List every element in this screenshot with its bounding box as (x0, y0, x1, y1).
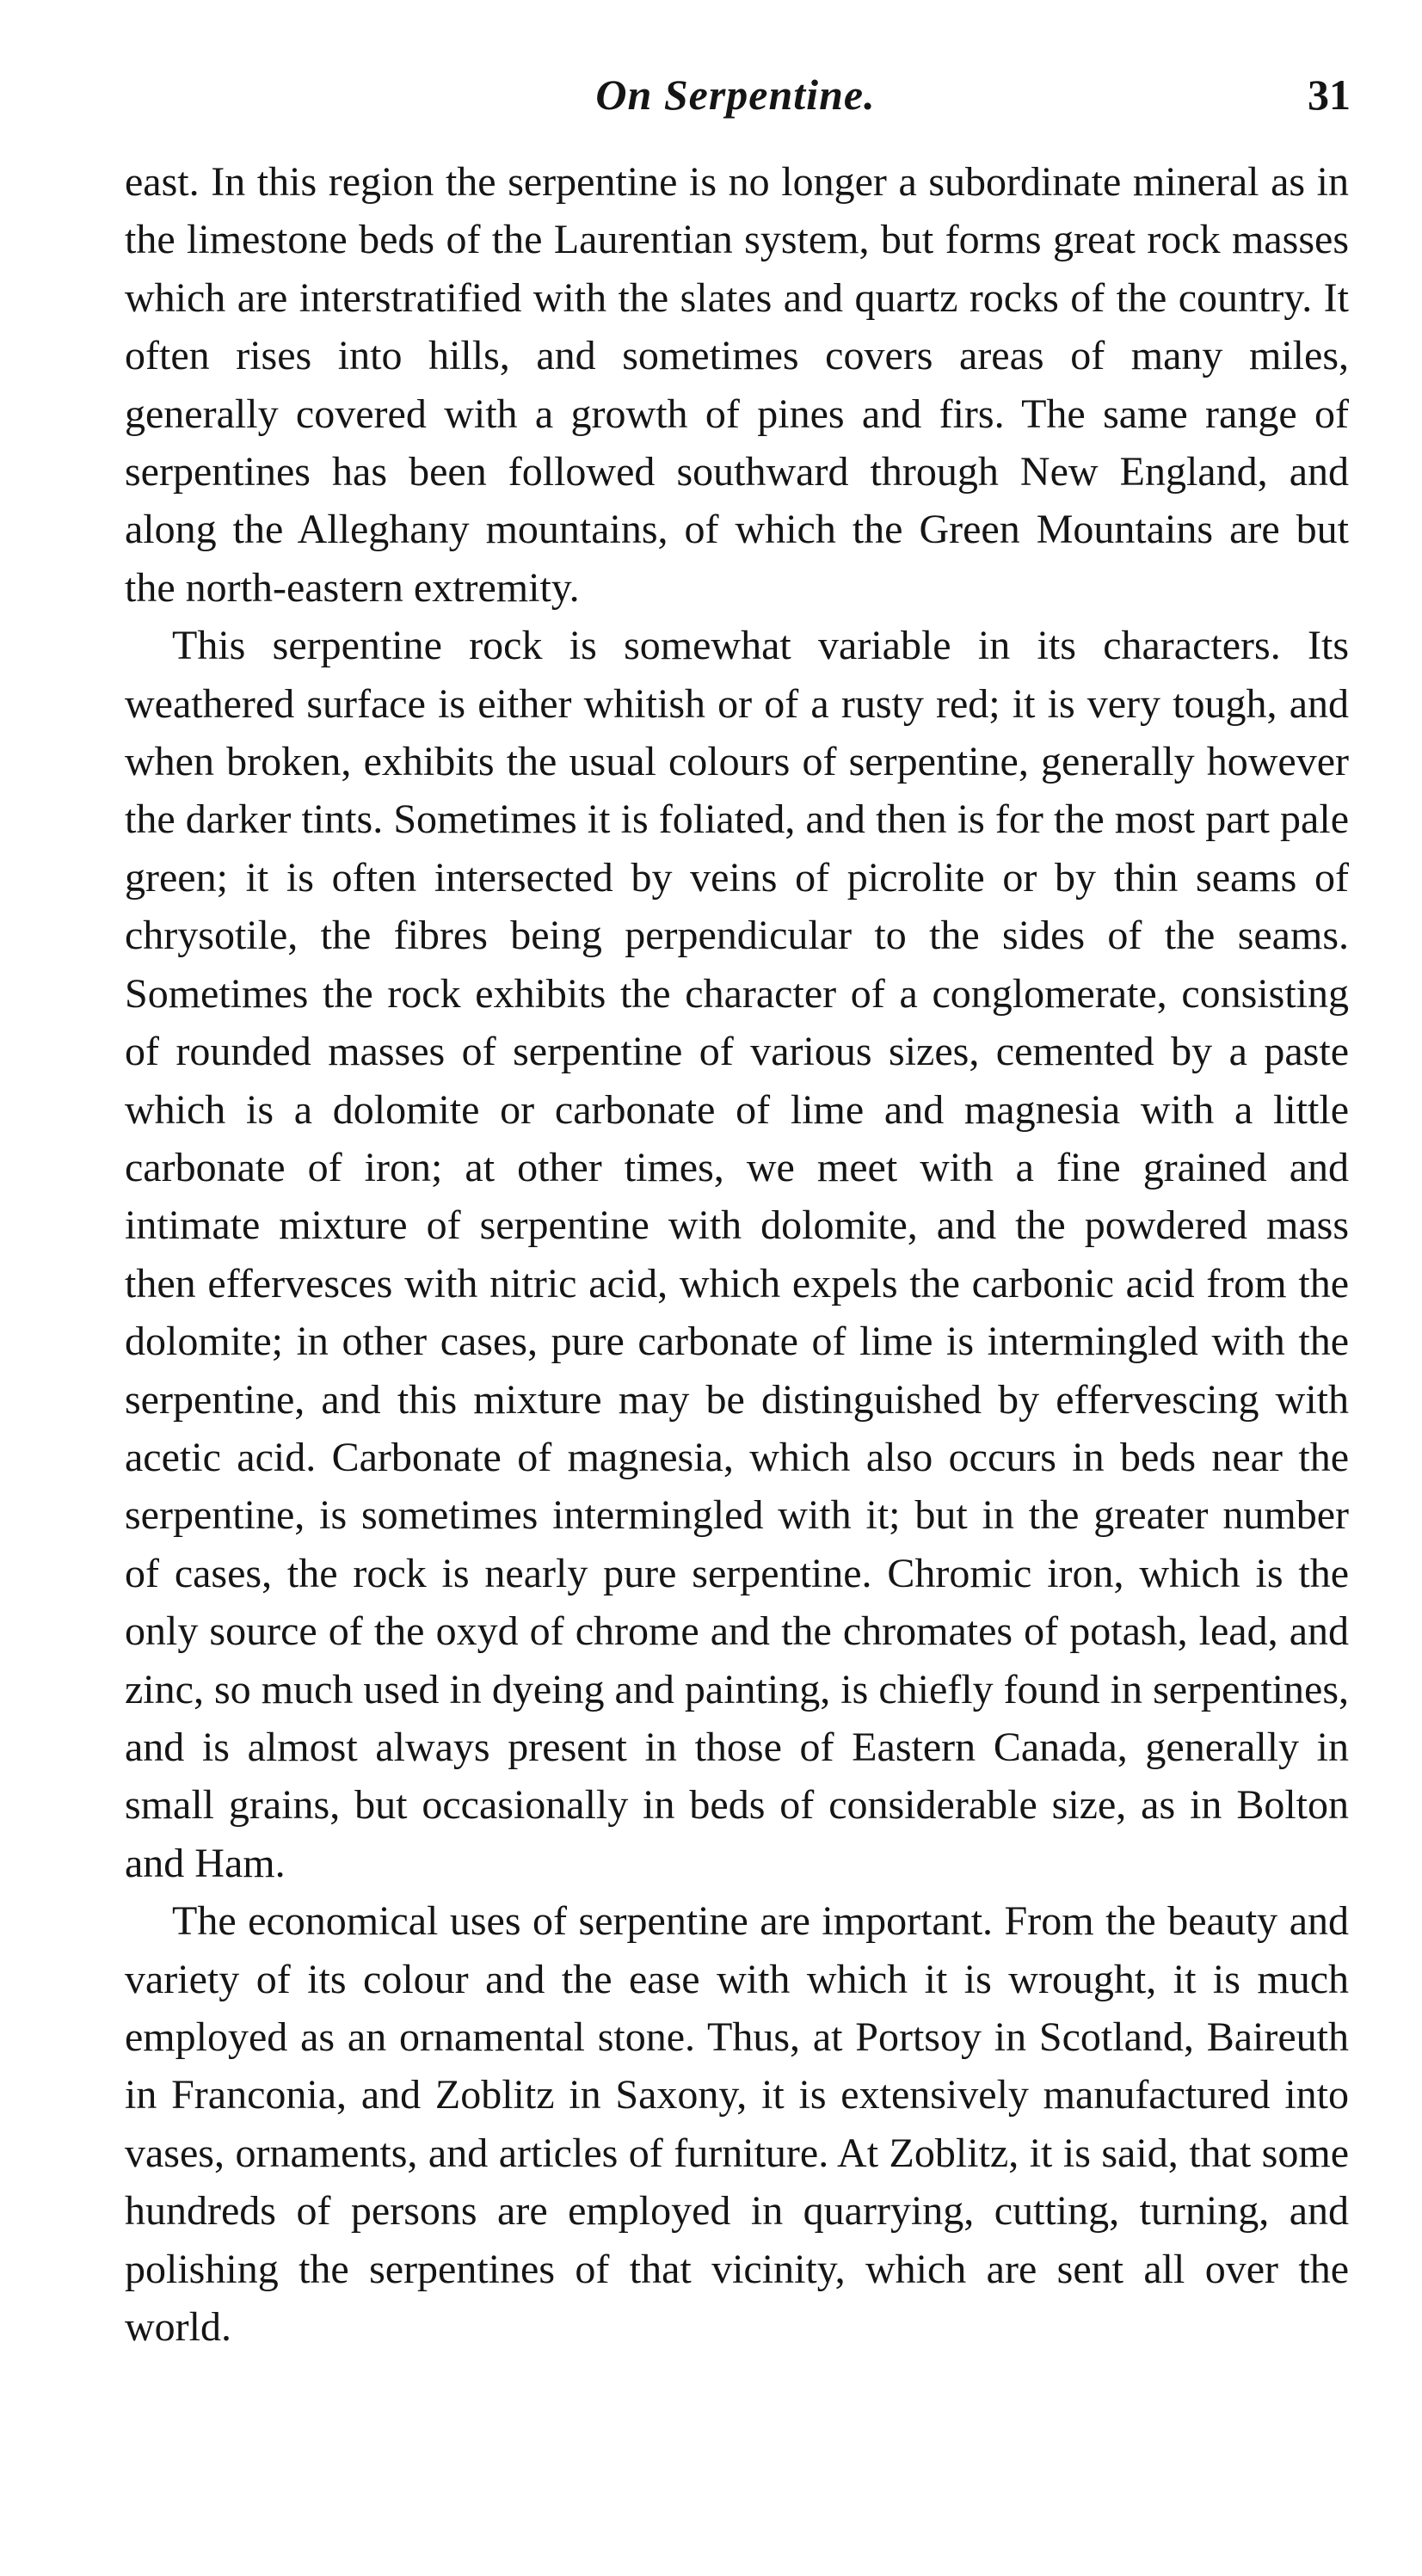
paragraph-continuation: east. In this region the serpentine is no longer a subordinate mineral as in the limestone beds of the Laurentian system, but forms great rock masses which are interstratified with the slates and quartz rocks of the country. It often rises into hills, and sometimes covers areas of many miles, generally covered with a growth of pines and firs. The same range of serpentines has been followed southward through New England, and along the Alleghany mountains, of which the Green Mountains are but the north-eastern extremity. (125, 159, 1349, 611)
page-title: On Serpentine. (595, 71, 876, 119)
running-head (120, 60, 1351, 129)
paragraph-rock-characters: This serpentine rock is somewhat variable in its characters. Its weathered surface is either whitish or of a rusty red; it is very tough, and when broken, exhibits the usual colours of serpentine, generally however the darker tints. Sometimes it is foliated, and then is for the most part pale green; it is often intersected by veins of picrolite or by thin seams of chrysotile, the fibres being perpendicular to the sides of the seams. Sometimes the rock exhibits the character of a conglomerate, consisting of rounded masses of serpentine of various sizes, cemented by a paste which is a dolomite or carbonate of lime and magnesia with a little carbonate of iron; at other times, we meet with a fine grained and intimate mixture of serpentine with dolomite, and the powdered mass then effervesces with nitric acid, which expels the carbonic acid from the dolomite; in other cases, pure carbonate of lime is intermingled with the serpentine, and this mixture may be distinguished by effervescing with acetic acid. Carbonate of magnesia, which also occurs in beds near the serpentine, is sometimes intermingled with it; but in the greater number of cases, the rock is nearly pure serpentine. Chromic iron, which is the only source of the oxyd of chrome and the chromates of potash, lead, and zinc, so much used in dyeing and painting, is chiefly found in serpentines, and is almost always present in those of Eastern Canada, generally in small grains, but occasionally in beds of considerable size, as in Bolton and Ham. (125, 623, 1349, 1886)
body-text (125, 153, 1349, 2356)
paragraph-economical-uses: The economical uses of serpentine are important. From the beauty and variety of its colour and the ease with which it is wrought, it is much employed as an ornamental stone. Thus, at Portsoy in Scotland, Baireuth in Franconia, and Zoblitz in Saxony, it is extensively manufactured into vases, ornaments, and articles of furniture. At Zoblitz, it is said, that some hundreds of persons are employed in quarrying, cutting, turning, and polishing the serpentines of that vicinity, which are sent all over the world. (125, 1898, 1349, 2351)
page-number: 31 (1308, 71, 1351, 119)
